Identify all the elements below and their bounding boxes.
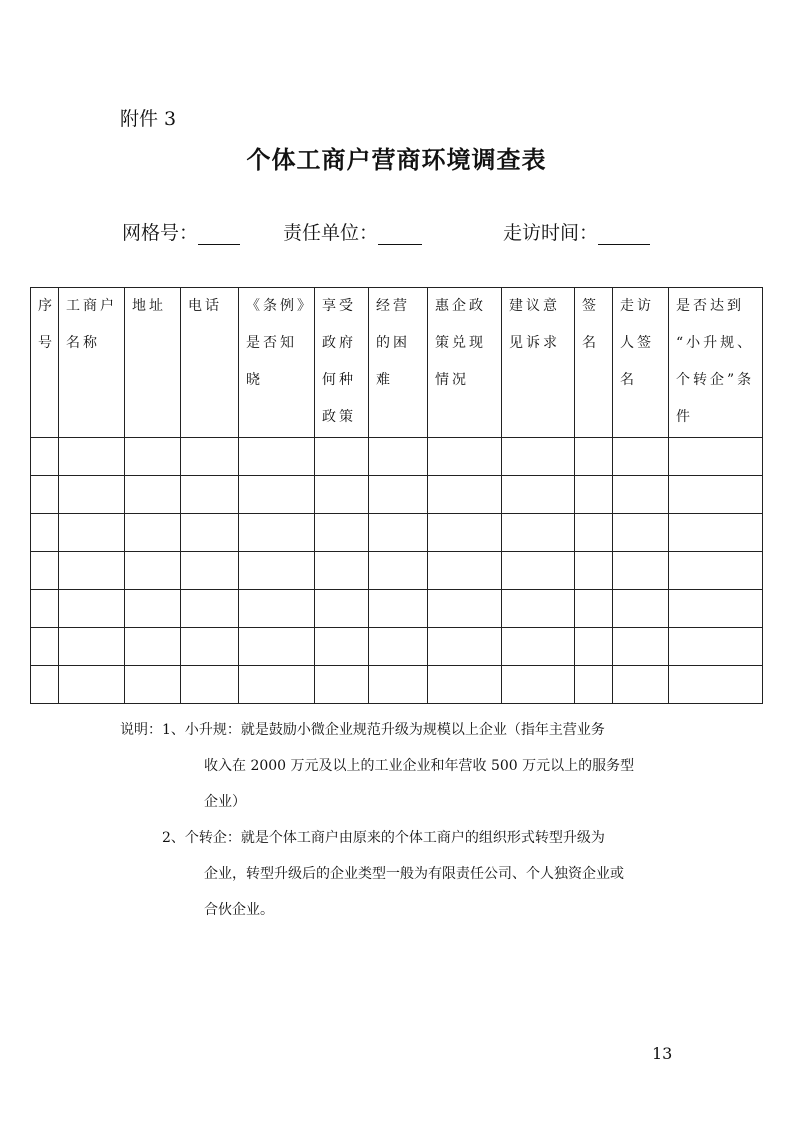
table-row xyxy=(31,666,763,704)
table-cell[interactable] xyxy=(315,514,369,552)
unit-blank[interactable] xyxy=(378,226,422,245)
table-row xyxy=(31,476,763,514)
table-cell[interactable] xyxy=(315,666,369,704)
table-cell[interactable] xyxy=(59,514,125,552)
header-line: 地址 xyxy=(132,298,166,314)
table-row xyxy=(31,590,763,628)
grid-label: 网格号： xyxy=(122,222,199,244)
header-line: 何种 xyxy=(322,372,356,388)
table-cell[interactable] xyxy=(502,590,575,628)
table-cell[interactable] xyxy=(575,590,613,628)
header-line: 的困 xyxy=(376,335,410,351)
header-row xyxy=(31,288,763,438)
table-cell[interactable] xyxy=(239,438,315,476)
table-cell[interactable] xyxy=(669,666,763,704)
table-cell[interactable] xyxy=(428,628,502,666)
grid-blank[interactable] xyxy=(198,226,240,245)
header-line: 享受 xyxy=(322,298,356,314)
table-cell[interactable] xyxy=(315,476,369,514)
table-cell[interactable] xyxy=(428,438,502,476)
header-line: 序 xyxy=(38,298,55,314)
table-cell[interactable] xyxy=(575,514,613,552)
table-cell[interactable] xyxy=(31,552,59,590)
time-label: 走访时间： xyxy=(503,222,599,244)
table-cell[interactable] xyxy=(669,438,763,476)
table-cell[interactable] xyxy=(181,628,239,666)
table-cell[interactable] xyxy=(669,628,763,666)
header-line: 电话 xyxy=(188,298,222,314)
table-cell[interactable] xyxy=(239,666,315,704)
table-cell[interactable] xyxy=(239,514,315,552)
survey-table xyxy=(30,287,763,704)
table-row xyxy=(31,438,763,476)
table-cell[interactable] xyxy=(502,514,575,552)
table-cell[interactable] xyxy=(125,666,181,704)
table-row xyxy=(31,514,763,552)
table-cell[interactable] xyxy=(502,628,575,666)
header-cell xyxy=(369,288,428,438)
header-cell xyxy=(315,288,369,438)
table-cell[interactable] xyxy=(59,552,125,590)
table-cell[interactable] xyxy=(369,590,428,628)
header-line: 见诉求 xyxy=(509,335,560,351)
header-cell xyxy=(669,288,763,438)
table-cell[interactable] xyxy=(502,552,575,590)
table-cell[interactable] xyxy=(669,552,763,590)
header-cell xyxy=(428,288,502,438)
notes xyxy=(120,712,634,928)
header-cell xyxy=(31,288,59,438)
note-2-line-2: 企业，转型升级后的企业类型一般为有限责任公司、个人独资企业或 xyxy=(204,866,624,882)
table-cell[interactable] xyxy=(31,438,59,476)
header-line: “小升规、 xyxy=(676,335,755,351)
table-cell[interactable] xyxy=(59,476,125,514)
table-cell[interactable] xyxy=(669,514,763,552)
table-cell[interactable] xyxy=(181,590,239,628)
header-line: 惠企政 xyxy=(435,298,486,314)
table-cell[interactable] xyxy=(59,590,125,628)
table-cell[interactable] xyxy=(613,590,669,628)
table-cell[interactable] xyxy=(315,438,369,476)
table-cell[interactable] xyxy=(239,476,315,514)
header-line: 签 xyxy=(582,298,599,314)
header-line: 人签 xyxy=(620,335,654,351)
header-line: 号 xyxy=(38,335,55,351)
note-2-line-1: 2、个转企：就是个体工商户由原来的个体工商户的组织形式转型升级为 xyxy=(162,830,605,846)
header-line: 政策 xyxy=(322,409,356,425)
table-cell[interactable] xyxy=(315,590,369,628)
header-cell xyxy=(239,288,315,438)
table-cell[interactable] xyxy=(428,552,502,590)
notes-label: 说明： xyxy=(120,722,162,738)
table-cell[interactable] xyxy=(613,666,669,704)
note-1-line-1: 1、小升规：就是鼓励小微企业规范升级为规模以上企业（指年主营业务 xyxy=(162,722,605,738)
table-cell[interactable] xyxy=(125,552,181,590)
table-cell[interactable] xyxy=(575,476,613,514)
table-cell[interactable] xyxy=(239,552,315,590)
header-line: 政府 xyxy=(322,335,356,351)
table-cell[interactable] xyxy=(669,590,763,628)
table-cell[interactable] xyxy=(575,438,613,476)
table-cell[interactable] xyxy=(502,438,575,476)
table-cell[interactable] xyxy=(239,590,315,628)
table-cell[interactable] xyxy=(181,514,239,552)
table-cell[interactable] xyxy=(59,628,125,666)
header-line: 名 xyxy=(582,335,599,351)
header-line: 晓 xyxy=(246,372,263,388)
header-line: 名 xyxy=(620,372,637,388)
header-cell xyxy=(613,288,669,438)
table-cell[interactable] xyxy=(428,666,502,704)
table-cell[interactable] xyxy=(369,438,428,476)
table-cell[interactable] xyxy=(181,552,239,590)
table-cell[interactable] xyxy=(125,476,181,514)
note-1-line-3: 企业） xyxy=(204,794,246,810)
header-cell xyxy=(125,288,181,438)
header-cell xyxy=(181,288,239,438)
header-line: 策兑现 xyxy=(435,335,486,351)
unit-label: 责任单位： xyxy=(283,222,379,244)
header-line: 工商户 xyxy=(66,298,117,314)
table-cell[interactable] xyxy=(31,476,59,514)
header-line: 件 xyxy=(676,409,693,425)
time-blank[interactable] xyxy=(598,226,650,245)
table-cell[interactable] xyxy=(59,666,125,704)
table-cell[interactable] xyxy=(428,476,502,514)
note-2-line-3: 合伙企业。 xyxy=(204,902,274,918)
header-cell xyxy=(575,288,613,438)
table-cell[interactable] xyxy=(239,628,315,666)
table-cell[interactable] xyxy=(369,476,428,514)
header-line: 经营 xyxy=(376,298,410,314)
header-line: 难 xyxy=(376,372,393,388)
table-cell[interactable] xyxy=(31,628,59,666)
note-1-line-2: 收入在 2000 万元及以上的工业企业和年营收 500 万元以上的服务型 xyxy=(204,758,635,774)
table-cell[interactable] xyxy=(315,628,369,666)
table-cell[interactable] xyxy=(428,514,502,552)
attachment-label: 附件 3 xyxy=(120,108,177,130)
table-row xyxy=(31,552,763,590)
table-cell[interactable] xyxy=(125,628,181,666)
table-cell[interactable] xyxy=(669,476,763,514)
header-line: 情况 xyxy=(435,372,469,388)
table-cell[interactable] xyxy=(125,438,181,476)
table-cell[interactable] xyxy=(613,438,669,476)
table-cell[interactable] xyxy=(613,552,669,590)
table-cell[interactable] xyxy=(369,514,428,552)
visit-time-field[interactable] xyxy=(503,218,650,245)
table-cell[interactable] xyxy=(125,590,181,628)
table-row xyxy=(31,628,763,666)
table-cell[interactable] xyxy=(181,438,239,476)
header-line: 是否知 xyxy=(246,335,297,351)
unit-field[interactable] xyxy=(283,218,422,245)
table-cell[interactable] xyxy=(31,590,59,628)
table-cell[interactable] xyxy=(575,628,613,666)
table-cell[interactable] xyxy=(181,666,239,704)
table-cell[interactable] xyxy=(428,590,502,628)
table-cell[interactable] xyxy=(502,666,575,704)
table-cell[interactable] xyxy=(181,476,239,514)
table-cell[interactable] xyxy=(575,552,613,590)
page-title: 个体工商户营商环境调查表 xyxy=(246,145,547,174)
table-cell[interactable] xyxy=(31,514,59,552)
header-line: 建议意 xyxy=(509,298,560,314)
table-cell[interactable] xyxy=(575,666,613,704)
table-cell[interactable] xyxy=(315,552,369,590)
table-cell[interactable] xyxy=(613,628,669,666)
table-cell[interactable] xyxy=(369,666,428,704)
table-cell[interactable] xyxy=(59,438,125,476)
header-line: 走访 xyxy=(620,298,654,314)
header-line: 名称 xyxy=(66,335,100,351)
header-line: 个转企”条 xyxy=(676,372,755,388)
table-cell[interactable] xyxy=(613,514,669,552)
page-number: 13 xyxy=(652,1044,673,1063)
table-cell[interactable] xyxy=(502,476,575,514)
table-cell[interactable] xyxy=(31,666,59,704)
grid-number-field[interactable] xyxy=(122,218,240,245)
header-cell xyxy=(59,288,125,438)
header-line: 《条例》 xyxy=(246,298,314,314)
header-cell xyxy=(502,288,575,438)
table-cell[interactable] xyxy=(369,552,428,590)
table-cell[interactable] xyxy=(125,514,181,552)
table-cell[interactable] xyxy=(369,628,428,666)
table-cell[interactable] xyxy=(613,476,669,514)
header-line: 是否达到 xyxy=(676,298,744,314)
